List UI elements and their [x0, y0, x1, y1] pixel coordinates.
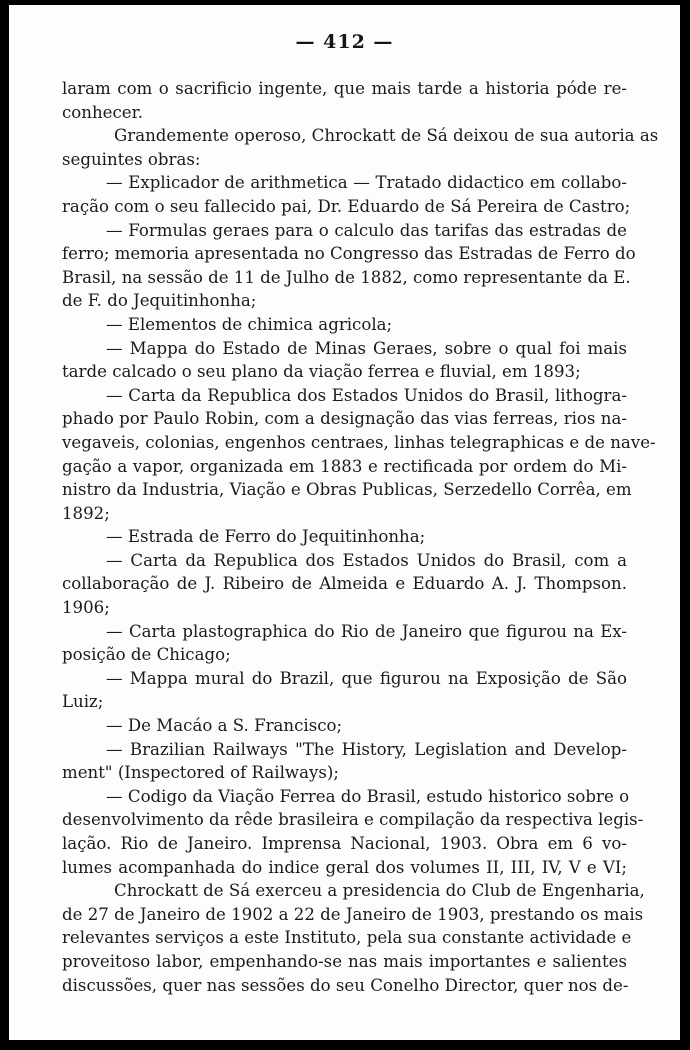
text-line: seguintes obras: — [62, 149, 201, 169]
body-text — [62, 77, 659, 997]
text-line: — Codigo da Viação Ferrea do Brasil, estudo historico sobre o — [106, 786, 630, 806]
text-line: ment" (Inspectored of Railways); — [62, 763, 339, 783]
text-line: — Carta plastographica do Rio de Janeiro que figurou na Ex- — [106, 621, 627, 641]
text-line: Grandemente operoso, Chrockatt de Sá deixou de sua autoria as — [114, 126, 659, 146]
text-line: nistro da Industria, Viação e Obras Publicas, Serzedello Corrêa, em — [62, 480, 632, 500]
text-line: 1906; — [62, 598, 110, 618]
text-line: posição de Chicago; — [62, 645, 231, 665]
text-line: Brasil, na sessão de 11 de Julho de 1882, como representante da E. — [62, 267, 631, 287]
text-line: conhecer. — [62, 102, 143, 122]
text-line: lumes acompanhada do indice geral dos volumes II, III, IV, V e VI; — [62, 857, 627, 877]
text-line: collaboração de J. Ribeiro de Almeida e Eduardo A. J. Thompson. — [62, 574, 627, 594]
text-line: Luiz; — [62, 692, 104, 712]
text-line: tarde calcado o seu plano da viação ferrea e fluvial, em 1893; — [62, 362, 581, 382]
text-line: — Carta da Republica dos Estados Unidos do Brasil, lithogra- — [106, 385, 627, 405]
text-line: vegaveis, colonias, engenhos centraes, linhas telegraphicas e de nave- — [62, 432, 656, 452]
text-line: ração com o seu fallecido pai, Dr. Eduardo de Sá Pereira de Castro; — [62, 196, 631, 216]
text-line: — Explicador de arithmetica — Tratado didactico em collabo- — [106, 173, 627, 193]
text-line: — Formulas geraes para o calculo das tarifas das estradas de — [106, 220, 627, 240]
text-line: ferro; memoria apresentada no Congresso das Estradas de Ferro do — [62, 244, 636, 264]
text-line: discussões, quer nas sessões do seu Conelho Director, quer nos de- — [62, 975, 629, 995]
page-number: — 412 — — [295, 31, 394, 53]
text-line: de F. do Jequitinhonha; — [62, 291, 257, 311]
text-line: — Mappa mural do Brazil, que figurou na Exposição de São — [106, 668, 627, 688]
text-line: — Mappa do Estado de Minas Geraes, sobre o qual foi mais — [106, 338, 627, 358]
text-line: phado por Paulo Robin, com a designação das vias ferreas, rios na- — [62, 409, 627, 429]
text-line: — Elementos de chimica agricola; — [106, 314, 393, 334]
text-line: proveitoso labor, empenhando-se nas mais importantes e salientes — [62, 951, 627, 971]
text-line: lação. Rio de Janeiro. Imprensa Nacional, 1903. Obra em 6 vo- — [62, 834, 627, 853]
text-line: Chrockatt de Sá exerceu a presidencia do Club de Engenharia, — [114, 881, 645, 901]
document-page — [9, 5, 680, 1040]
text-line: — De Macáo a S. Francisco; — [106, 716, 343, 736]
text-line: desenvolvimento da rêde brasileira e compilação da respectiva legis- — [62, 810, 644, 830]
text-line: laram com o sacrificio ingente, que mais tarde a historia póde re- — [62, 79, 627, 98]
text-line: — Brazilian Railways "The History, Legislation and Develop- — [106, 739, 627, 759]
text-line: — Carta da Republica dos Estados Unidos do Brasil, com a — [106, 550, 627, 570]
text-line: relevantes serviços a este Instituto, pela sua constante actividade e — [62, 928, 632, 948]
text-line: de 27 de Janeiro de 1902 a 22 de Janeiro de 1903, prestando os mais — [62, 904, 644, 924]
text-line: 1892; — [62, 503, 110, 523]
text-line: gação a vapor, organizada em 1883 e rectificada por ordem do Mi- — [62, 456, 627, 476]
text-line: — Estrada de Ferro do Jequitinhonha; — [106, 527, 426, 547]
